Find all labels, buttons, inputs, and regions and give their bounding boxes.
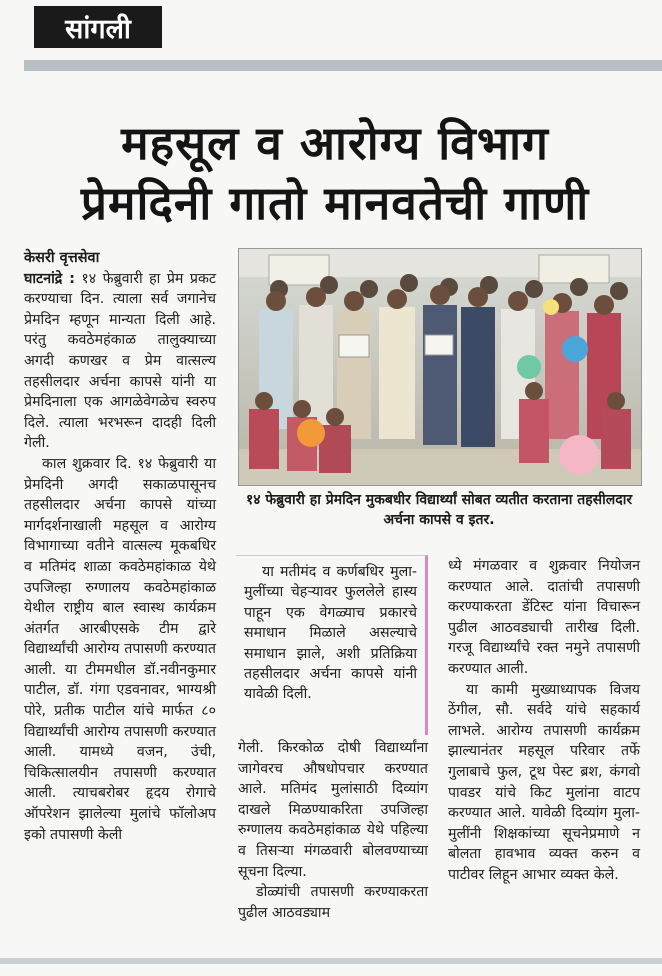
article-paragraph: काल शुक्रवार दि. १४ फेब्रुवारी या प्रेमदिनी अगदी सकाळपासूनच तहसीलदार अर्चना कापसे यांच्या मार्गदर्शनाखाली महसूल व आरोग्य विभागाच्या वतीने वात्सल्य मूकबधिर व मतिमंद शाळा कवठेमहांकाळ येथे उपजिल्हा रुग्णालय कवठेमहांकाळ येथील राष्ट्रीय बाल स्वास्थ कार्यक्रम अंतर्गत आरबीएसके टीम द्वारे विद्यार्थ्यांची आरोग्य तपासणी करण्यात आली. या टीममधील डॉ.नवीनकुमार पाटील, डॉ. गंगा एडवनावर, भाग्यश्री पोरे, प्रतीक पाटील यांचे मार्फत ८० विद्यार्थ्यांची आरोग्य तपासणी करण्यात आली. यामध्ये वजन, उंची, चिकित्सालयीन तपासणी करण्यात आली. त्याचबरोबर हृदय रोगाचे ऑपरेशन झालेल्या मुलांचे फॉलोअप इको तपासणी केली	[24, 455, 216, 843]
article-paragraph: डोळ्यांची तपासणी करण्याकरता पुढील आठवड्याम	[238, 884, 428, 921]
pull-quote-text: या मतीमंद व कर्णबधिर मुला-मुलींच्या चेहऱ्यावर फुललेले हास्य पाहून एक वेगळ्याच प्रकारचे समाधान मिळाले असल्याचे समाधान झाले, अशी प्रतिक्रिया तहसीलदार अर्चना कापसे यांनी यावेळी दिली.	[244, 564, 417, 703]
section-tag: सांगली	[34, 6, 162, 48]
pull-quote	[236, 555, 428, 735]
news-photo	[238, 248, 642, 486]
article-column-3	[448, 556, 640, 886]
bottom-rule	[0, 958, 662, 964]
photo-caption: १४ फेब्रुवारी हा प्रेमदिन मुकबधीर विद्यार्थ्यां सोबत व्यतीत करताना तहसीलदार अर्चना कापसे व इतर.	[245, 492, 633, 528]
headline-line-2: प्रेमदिनी गातो मानवतेची गाणी	[80, 176, 590, 230]
top-rule	[24, 60, 662, 71]
article-paragraph: ध्ये मंगळवार व शुक्रवार नियोजन करण्यात आले. दातांची तपासणी करण्याकरता डेंटिस्ट यांना विचारून पुढील आठवड्याची तारीख दिली. गरजू विद्यार्थ्यांचे रक्त नमुने तपासणी करण्यात आली.	[448, 558, 640, 677]
article-column-2	[238, 738, 428, 923]
article-paragraph	[24, 269, 216, 454]
headline-line-1: महसूल व आरोग्य विभाग	[121, 116, 549, 170]
paragraph-text: १४ फेब्रुवारी हा प्रेम प्रकट करण्याचा दिन. त्याला सर्व जगानेच प्रेमदिन म्हणून मान्यता दिली आहे. परंतु कवठेमहंकाळ तालुक्याच्या अगदी कणखर व प्रेम वात्सल्य तहसीलदार अर्चना कापसे यांनी या प्रेमदिनाला एक आगळेवेगळेच स्वरुप दिले. त्याला भरभरून दादही दिली गेली.	[24, 270, 216, 452]
dateline: घाटनांद्रे :	[24, 270, 75, 287]
article-paragraph: या कामी मुख्याध्यापक विजय ठेंगील, सौ. सर्वदे यांचे सहकार्य लाभले. आरोग्य तपासणी कार्यक्रम झाल्यानंतर महसूल परिवार तर्फे गुलाबाचे फुल, टूथ पेस्ट ब्रश, कंगवो पावडर यांचे किट मुलांना वाटप करण्यात आले. यावेळी दिव्यांग मुला-मुलींनी शिक्षकांच्या सूचनेप्रमाणे न बोलता हावभाव व्यक्त करुन व पाटीवर लिहून आभार व्यक्त केले.	[448, 681, 640, 883]
article-column-1	[24, 248, 216, 845]
article-paragraph: गेली. किरकोळ दोषी विद्यार्थ्यांना जागेवरच औषधोपचार करण्यात आले. मतिमंद मुलांसाठी दिव्यांग दाखले मिळण्याकरिता उपजिल्हा रुग्णालय कवठेमहांकाळ येथे पहिल्या व तिसऱ्या मंगळवारी बोलवण्याच्या सूचना दिल्या.	[238, 740, 428, 880]
byline: केसरी वृत्तसेवा	[24, 250, 100, 266]
